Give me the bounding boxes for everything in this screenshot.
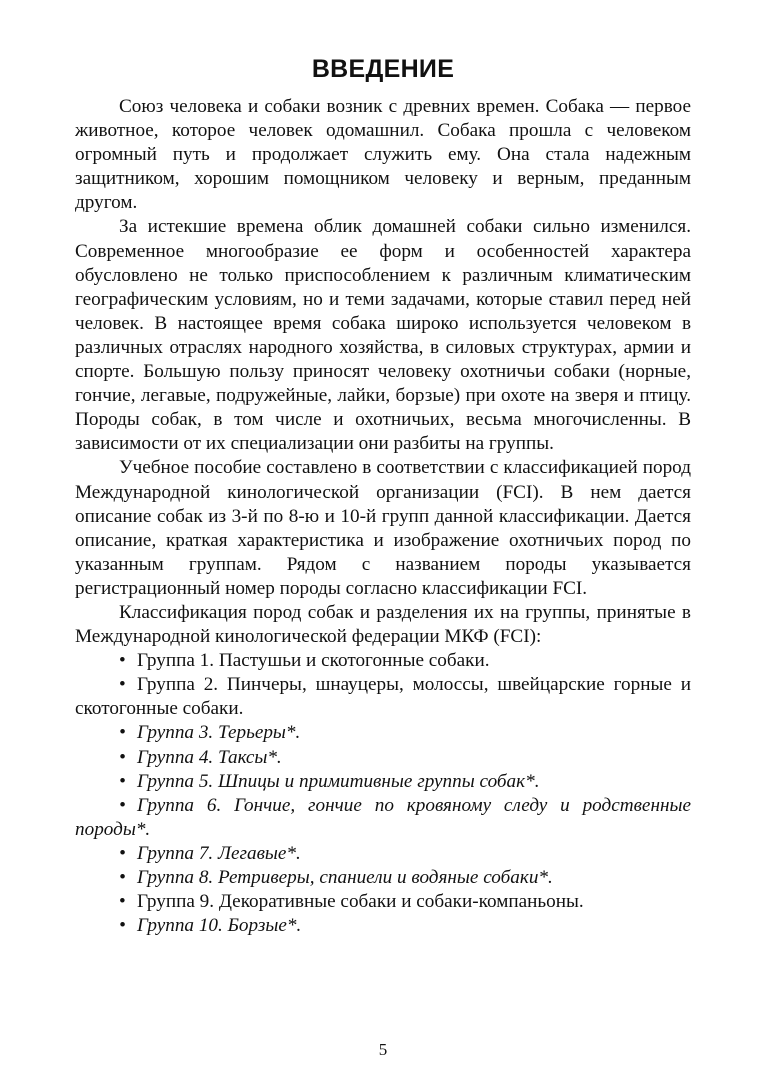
- bullet-icon: •: [119, 674, 126, 696]
- page-title: ВВЕДЕНИЕ: [311, 55, 455, 83]
- list-item-text: Группа 1. Пастушьи и скотогонные собаки.: [137, 650, 490, 672]
- list-item: [75, 842, 691, 866]
- paragraph: За истекшие времена облик домашней собаки сильно изменился. Современное многообразие ее форм и особенностей характера обусловлено не только приспособлением к различным климатическим географическим условиям, но и теми задачами, которые ставил перед ней человек. В настоящее время собака широко используется человеком в различных отраслях народного хозяйства, в силовых структурах, армии и спорте. Большую пользу приносят человеку охотничьи собаки (норные, гончие, легавые, подружейные, лайки, борзые) при охоте на зверя и птицу. Породы собак, в том числе и охотничьих, весьма многочисленны. В зависимости от их специализации они разбиты на группы.: [75, 216, 691, 455]
- bullet-icon: •: [119, 915, 126, 937]
- paragraph: Классификация пород собак и разделения их на группы, принятые в Международной кинологической федерации МКФ (FCI):: [75, 601, 691, 648]
- page-number: 5: [378, 1040, 388, 1059]
- list-item-text: Группа 2. Пинчеры, шнауцеры, молоссы, швейцарские горные и скотогонные собаки.: [75, 674, 691, 720]
- bullet-icon: •: [119, 867, 126, 888]
- bullet-icon: •: [119, 794, 126, 816]
- list-item-text: Группа 8. Ретриверы, спаниели и водяные собаки*.: [137, 867, 553, 888]
- paragraph: Союз человека и собаки возник с древних времен. Собака — первое животное, которое человек одомашнил. Собака прошла с человеком огромный путь и продолжает служить ему. Она стала надежным защитником, хорошим помощником человеку и верным, преданным другом.: [75, 96, 691, 214]
- list-item-text: Группа 6. Гончие, гончие по кровяному следу и родственные породы*.: [75, 794, 691, 840]
- list-item-text: Группа 9. Декоративные собаки и собаки-компаньоны.: [137, 891, 584, 913]
- list-item-text: Группа 7. Легавые*.: [137, 842, 301, 864]
- document-body: [75, 95, 691, 938]
- bullet-icon: •: [119, 891, 126, 913]
- bullet-icon: •: [119, 722, 126, 744]
- document-page: [75, 0, 691, 1079]
- list-item-text: Группа 3. Терьеры*.: [137, 722, 301, 744]
- list-item-text: Группа 10. Борзые*.: [137, 915, 302, 937]
- list-item-text: Группа 5. Шпицы и примитивные группы собак*.: [137, 770, 540, 792]
- list-item: [75, 890, 691, 914]
- bullet-icon: •: [119, 746, 126, 768]
- list-item: [75, 746, 691, 770]
- list-item: [75, 866, 691, 890]
- list-item: [75, 770, 691, 794]
- list-item: [75, 914, 691, 938]
- list-item: [75, 721, 691, 745]
- list-item: [75, 794, 691, 842]
- bullet-icon: •: [119, 650, 126, 672]
- paragraph: Учебное пособие составлено в соответствии с классификацией пород Международной кинологической организации (FCI). В нем дается описание собак из 3-й по 8-ю и 10-й групп данной классификации. Дается описание, краткая характеристика и изображение охотничьих пород по указанным группам. Рядом с названием породы указывается регистрационный номер породы согласно классификации FCI.: [75, 457, 691, 599]
- list-item: [75, 673, 691, 721]
- bullet-icon: •: [119, 842, 126, 864]
- list-item-text: Группа 4. Таксы*.: [137, 746, 282, 768]
- bullet-icon: •: [119, 770, 126, 792]
- list-item: [75, 649, 691, 673]
